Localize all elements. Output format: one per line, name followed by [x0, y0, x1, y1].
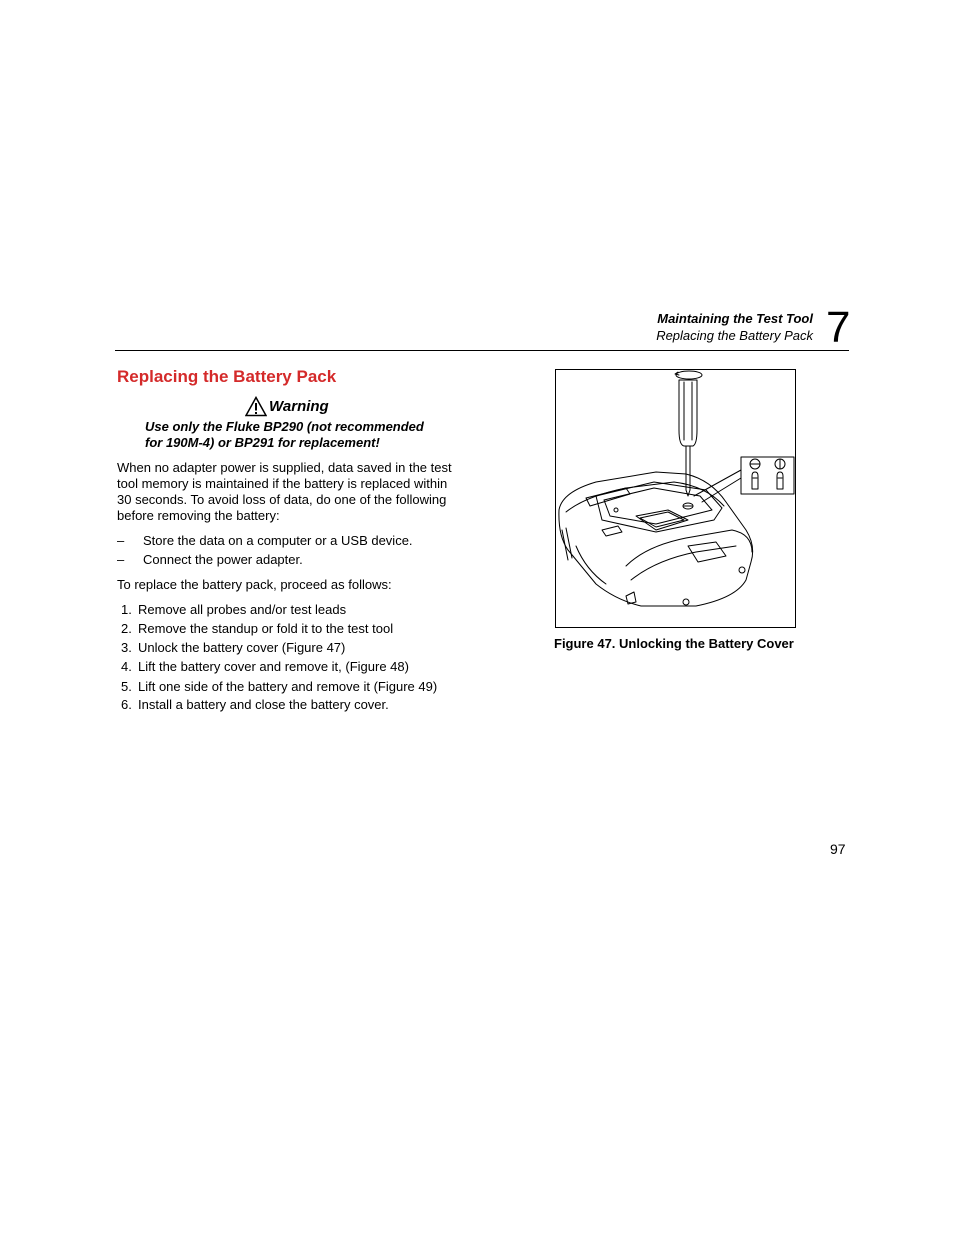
- option-text: Store the data on a computer or a USB device.: [143, 533, 413, 548]
- intro-line: tool memory is maintained if the battery is replaced within: [117, 476, 448, 491]
- procedure-intro: To replace the battery pack, proceed as follows:: [117, 577, 392, 592]
- section-title: Replacing the Battery Pack: [117, 367, 337, 386]
- warning-triangle-icon: [245, 396, 267, 417]
- step-item: [121, 697, 389, 713]
- dash-mark: –: [117, 552, 125, 567]
- step-text: Remove the standup or fold it to the test tool: [138, 621, 394, 636]
- page-number: 97: [830, 841, 846, 857]
- intro-line: 30 seconds. To avoid loss of data, do one of the following: [117, 492, 447, 507]
- step-item: [121, 640, 345, 656]
- warning-heading: [245, 395, 329, 417]
- step-number: 2.: [121, 621, 132, 636]
- figure-caption: Figure 47. Unlocking the Battery Cover: [554, 636, 794, 651]
- intro-line: before removing the battery:: [117, 508, 280, 523]
- step-item: [121, 659, 409, 675]
- warning-line: for 190M-4) or BP291 for replacement!: [145, 435, 380, 450]
- step-item: [121, 602, 346, 618]
- running-header-title: Maintaining the Test Tool: [657, 311, 813, 326]
- step-text: Unlock the battery cover (Figure 47): [138, 640, 346, 655]
- figure-illustration: [555, 369, 796, 628]
- header-divider: [115, 350, 849, 351]
- option-text: Connect the power adapter.: [143, 552, 303, 567]
- screwdriver-unlocking-battery-cover-illustration: [556, 370, 795, 627]
- warning-label: Warning: [269, 397, 329, 415]
- running-header-subtitle: Replacing the Battery Pack: [656, 328, 813, 343]
- step-number: 6.: [121, 697, 132, 712]
- step-text: Remove all probes and/or test leads: [138, 602, 347, 617]
- intro-paragraph: [117, 460, 462, 524]
- dash-mark: –: [117, 533, 125, 548]
- step-number: 4.: [121, 659, 132, 674]
- step-number: 5.: [121, 679, 132, 694]
- step-text: Lift one side of the battery and remove it (Figure 49): [138, 679, 438, 694]
- step-text: Install a battery and close the battery cover.: [138, 697, 389, 712]
- chapter-number: 7: [826, 303, 851, 352]
- step-item: [121, 679, 437, 695]
- intro-line: When no adapter power is supplied, data saved in the test: [117, 460, 452, 475]
- step-number: 3.: [121, 640, 132, 655]
- warning-line: Use only the Fluke BP290 (not recommended: [145, 419, 424, 434]
- step-text: Lift the battery cover and remove it, (Figure 48): [138, 659, 409, 674]
- step-number: 1.: [121, 602, 132, 617]
- step-item: [121, 621, 393, 637]
- warning-text: [145, 419, 445, 451]
